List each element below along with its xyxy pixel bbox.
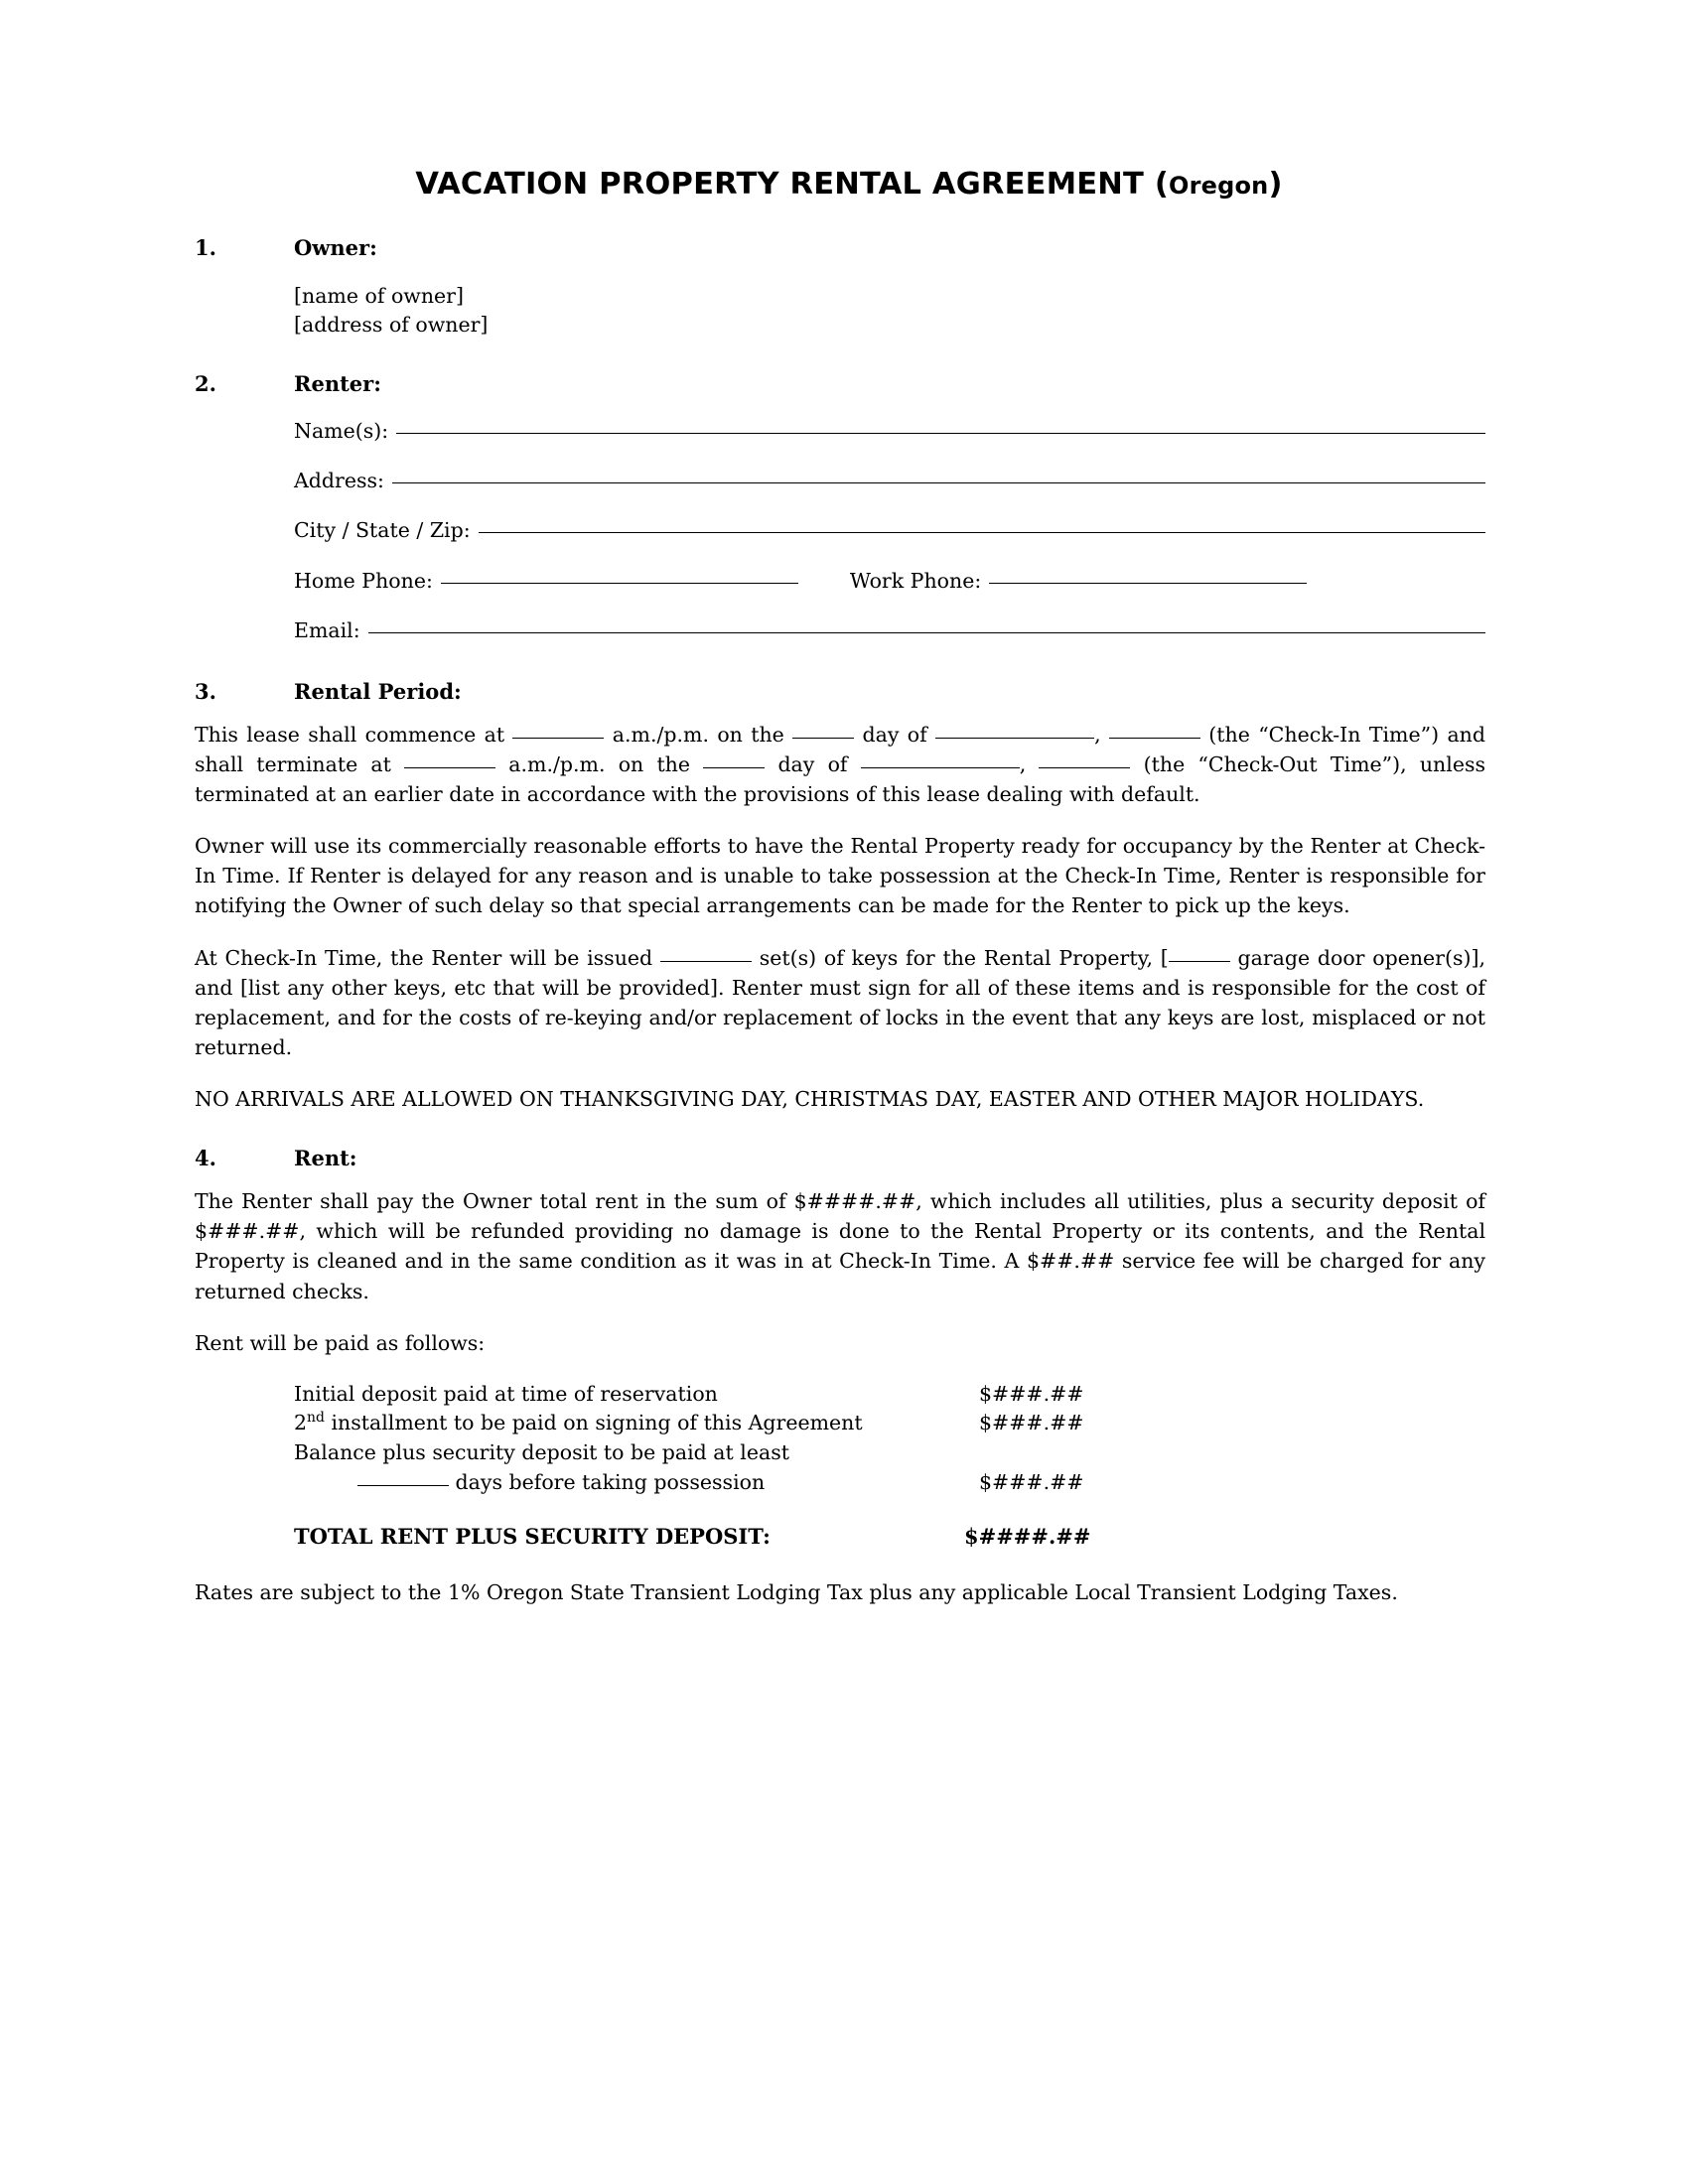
- input-address[interactable]: [392, 481, 1485, 483]
- table-row: [294, 1409, 1128, 1438]
- owner-address-placeholder: [address of owner]: [294, 313, 489, 338]
- section-heading-rental-period: [195, 679, 1485, 704]
- page-title-main: VACATION PROPERTY RENTAL AGREEMENT (: [415, 167, 1169, 202]
- no-arrivals-notice: NO ARRIVALS ARE ALLOWED ON THANKSGIVING DAY, CHRISTMAS DAY, EASTER AND OTHER MAJOR HOLIDAYS.: [195, 1087, 1425, 1112]
- table-row: [294, 1468, 1128, 1498]
- section-heading-renter: [195, 371, 1485, 396]
- payment-amount-initial-deposit: $###.##: [979, 1381, 1084, 1406]
- page-title-close: ): [1268, 167, 1283, 202]
- label-work-phone: Work Phone:: [849, 568, 982, 593]
- section-number-rental-period: 3.: [195, 678, 216, 704]
- input-days-before-possession[interactable]: [357, 1485, 449, 1486]
- rental-period-paragraph-2: Owner will use its commercially reasonable efforts to have the Rental Property ready for occupancy by the Renter at Check-In Time. If Renter is delayed for any reason and is unable to take possession at the Check-In Time, Renter is responsible for notifying the Owner of such delay so that special arrangements can be made for the Renter to pick up the keys.: [195, 834, 1485, 918]
- input-commence-year[interactable]: [1109, 738, 1200, 739]
- keys-text-b: set(s) of keys for the Rental Property, [: [751, 945, 1169, 970]
- keys-text-a: At Check-In Time, the Renter will be issued: [195, 945, 660, 970]
- section-heading-owner: [195, 235, 1485, 260]
- section-label-owner: Owner:: [294, 235, 377, 260]
- rp-text-g: day of: [765, 751, 861, 776]
- rent-paragraph-2: Rent will be paid as follows:: [195, 1330, 486, 1355]
- days-before-text: days before taking possession: [449, 1469, 766, 1494]
- section-heading-rent: [195, 1146, 1485, 1170]
- rp-text-a: This lease shall commence at: [195, 722, 513, 747]
- payment-amount-balance-blank: [979, 1438, 1128, 1468]
- label-email: Email:: [294, 617, 360, 642]
- input-city-state-zip[interactable]: [479, 531, 1485, 533]
- rp-text-f: a.m./p.m. on the: [495, 751, 704, 776]
- rp-text-h: ,: [1019, 751, 1040, 776]
- ordinal-number: 2: [294, 1411, 308, 1435]
- label-names: Name(s):: [294, 419, 389, 444]
- rental-period-paragraph-3: [195, 943, 1485, 1063]
- renter-fields: [294, 417, 1485, 645]
- payment-amount-days-before: $###.##: [979, 1469, 1084, 1494]
- owner-name-placeholder: [name of owner]: [294, 284, 464, 308]
- input-terminate-day[interactable]: [703, 767, 765, 768]
- field-row-email: [294, 616, 1485, 645]
- input-work-phone[interactable]: [989, 582, 1307, 584]
- section-label-rental-period: Rental Period:: [294, 678, 462, 704]
- input-commence-month[interactable]: [935, 738, 1094, 739]
- table-row: [294, 1438, 1128, 1468]
- payment-desc-balance: Balance plus security deposit to be paid at least: [294, 1440, 789, 1465]
- installment-text: installment to be paid on signing of this Agreement: [324, 1411, 863, 1435]
- field-row-phones: [294, 567, 1485, 596]
- input-commence-time[interactable]: [512, 738, 604, 739]
- payment-total-amount: $####.##: [964, 1523, 1091, 1549]
- section-label-renter: Renter:: [294, 371, 381, 397]
- page-title-jurisdiction: Oregon: [1168, 172, 1269, 200]
- input-home-phone[interactable]: [441, 582, 798, 584]
- rp-text-b: a.m./p.m. on the: [604, 722, 793, 747]
- rp-text-e: (the “Check-In Time”) and shall terminate at: [195, 722, 1486, 776]
- table-row: [294, 1380, 1128, 1410]
- payment-amount-second-installment: $###.##: [979, 1411, 1084, 1435]
- rental-period-paragraph-1: [195, 720, 1485, 809]
- rent-tax-note: Rates are subject to the 1% Oregon State Transient Lodging Tax plus any applicable Local Transient Lodging Taxes.: [195, 1580, 1398, 1605]
- payment-total-label: TOTAL RENT PLUS SECURITY DEPOSIT:: [294, 1523, 771, 1549]
- ordinal-suffix: nd: [307, 1410, 325, 1427]
- input-terminate-time[interactable]: [404, 767, 495, 768]
- section-number-renter: 2.: [195, 371, 216, 397]
- rp-text-c: day of: [854, 722, 936, 747]
- input-key-sets[interactable]: [660, 961, 752, 962]
- document-body: [195, 167, 1485, 1607]
- keys-text-c: garage door opener(s)], and [list any other keys, etc that will be provided]. Renter must sign for all of these items and is responsible for the cost of replacement, and for the costs of re-keying and/or replacement of locks in the event that any keys are lost, misplaced or not returned.: [195, 945, 1485, 1059]
- field-row-city-state-zip: [294, 516, 1485, 545]
- label-home-phone: Home Phone:: [294, 568, 433, 593]
- section-number-owner: 1.: [195, 235, 216, 260]
- payment-total-row: [294, 1522, 1128, 1552]
- section-number-rent: 4.: [195, 1146, 216, 1171]
- rp-text-i: (the “Check-Out Time”), unless terminated at an earlier date in accordance with the provisions of this lease dealing with default.: [195, 751, 1485, 807]
- rp-text-d: ,: [1094, 722, 1109, 747]
- section-label-rent: Rent:: [294, 1146, 357, 1171]
- payment-desc-days-before: [294, 1468, 979, 1498]
- label-city-state-zip: City / State / Zip:: [294, 518, 471, 543]
- input-names[interactable]: [396, 432, 1485, 434]
- input-terminate-month[interactable]: [861, 767, 1020, 768]
- payment-schedule-table: [294, 1380, 1128, 1552]
- payment-desc-initial-deposit: Initial deposit paid at time of reservation: [294, 1381, 718, 1406]
- payment-desc-second-installment: [294, 1409, 979, 1438]
- owner-details: [294, 282, 1485, 340]
- input-garage-openers[interactable]: [1169, 961, 1230, 962]
- input-terminate-year[interactable]: [1039, 767, 1130, 768]
- input-email[interactable]: [368, 631, 1485, 633]
- field-row-names: [294, 417, 1485, 446]
- page-title: [195, 167, 1485, 202]
- input-commence-day[interactable]: [792, 738, 854, 739]
- field-row-address: [294, 467, 1485, 495]
- label-address: Address:: [294, 469, 384, 493]
- rent-paragraph-1: The Renter shall pay the Owner total rent in the sum of $####.##, which includes all utilities, plus a security deposit of $###.##, which will be refunded providing no damage is done to the Rental Property or its contents, and the Rental Property is cleaned and in the same condition as it was in at Check-In Time. A $##.## service fee will be charged for any returned checks.: [195, 1189, 1485, 1303]
